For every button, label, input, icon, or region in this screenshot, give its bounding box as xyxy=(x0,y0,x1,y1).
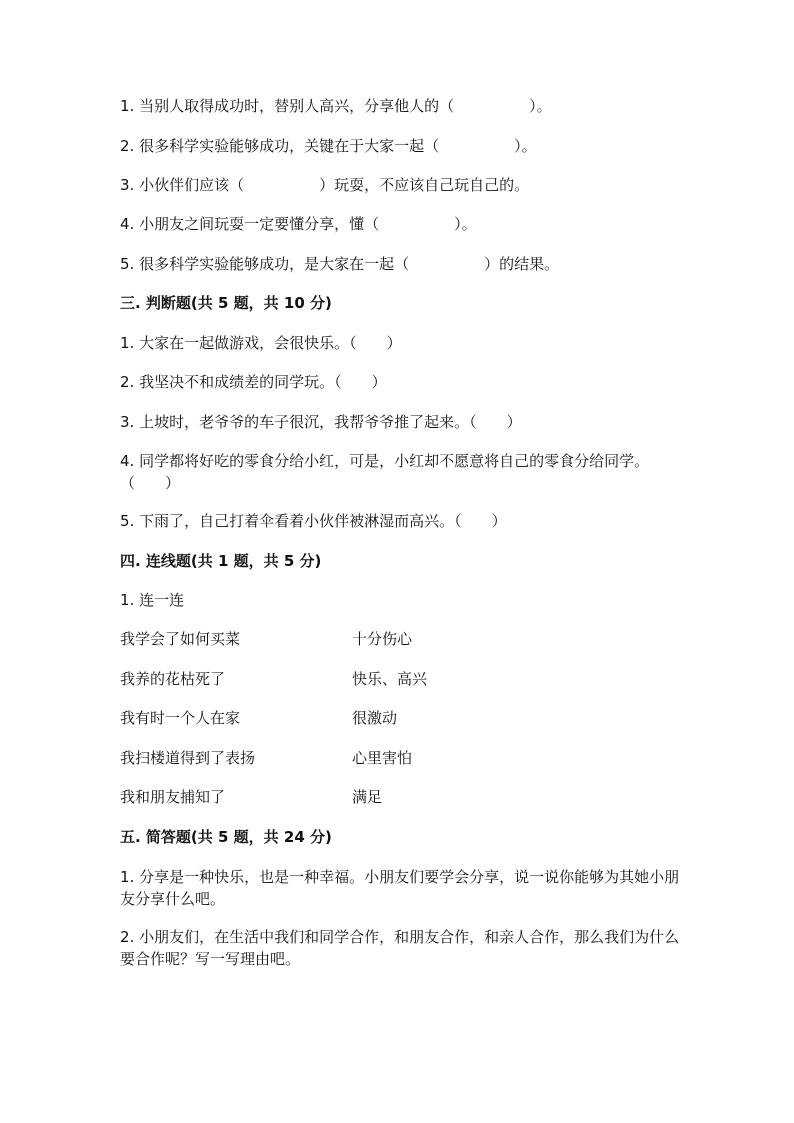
match-right-item-1: 十分伤心 xyxy=(352,630,413,648)
section-4-heading: 四. 连线题(共 1 题，共 5 分) xyxy=(120,552,322,570)
short-answer-question-1: 1. 分享是一种快乐，也是一种幸福。小朋友们要学会分享，说一说你能够为其她小朋友分享什么吧。 xyxy=(120,868,680,908)
judge-question-2: 2. 我坚决不和成绩差的同学玩。（ ） xyxy=(120,373,387,391)
short-answer-question-2: 2. 小朋友们，在生活中我们和同学合作，和朋友合作，和亲人合作，那么我们为什么要合作呢？写一写理由吧。 xyxy=(120,928,680,968)
match-left-item-4: 我扫楼道得到了表扬 xyxy=(120,749,256,767)
section-5-heading: 五. 简答题(共 5 题，共 24 分) xyxy=(120,828,332,846)
match-left-item-1: 我学会了如何买菜 xyxy=(120,630,241,648)
fill-blank-question-3: 3. 小伙伴们应该（ ）玩耍，不应该自己玩自己的。 xyxy=(120,176,530,194)
match-left-item-2: 我养的花枯死了 xyxy=(120,670,226,688)
fill-blank-question-2: 2. 很多科学实验能够成功，关键在于大家一起（ ）。 xyxy=(120,137,537,155)
match-right-item-2: 快乐、高兴 xyxy=(352,670,428,688)
judge-question-3: 3. 上坡时，老爷爷的车子很沉，我帮爷爷推了起来。（ ） xyxy=(120,413,522,431)
match-right-item-5: 满足 xyxy=(352,788,383,806)
section-3-heading: 三. 判断题(共 5 题，共 10 分) xyxy=(120,294,332,312)
matching-question: 1. 连一连 xyxy=(120,591,185,609)
match-right-item-3: 很激动 xyxy=(352,709,398,727)
match-left-item-3: 我有时一个人在家 xyxy=(120,709,241,727)
fill-blank-question-1: 1. 当别人取得成功时，替别人高兴，分享他人的（ ）。 xyxy=(120,97,552,115)
match-right-item-4: 心里害怕 xyxy=(352,749,413,767)
judge-question-4: 4. 同学都将好吃的零食分给小红，可是，小红却不愿意将自己的零食分给同学。（ ） xyxy=(120,452,650,492)
fill-blank-question-5: 5. 很多科学实验能够成功，是大家在一起（ ）的结果。 xyxy=(120,255,560,273)
fill-blank-question-4: 4. 小朋友之间玩耍一定要懂分享，懂（ ）。 xyxy=(120,215,477,233)
judge-question-1: 1. 大家在一起做游戏，会很快乐。（ ） xyxy=(120,334,402,352)
judge-question-5: 5. 下雨了，自己打着伞看着小伙伴被淋湿而高兴。（ ） xyxy=(120,512,507,530)
match-left-item-5: 我和朋友捕知了 xyxy=(120,788,226,806)
